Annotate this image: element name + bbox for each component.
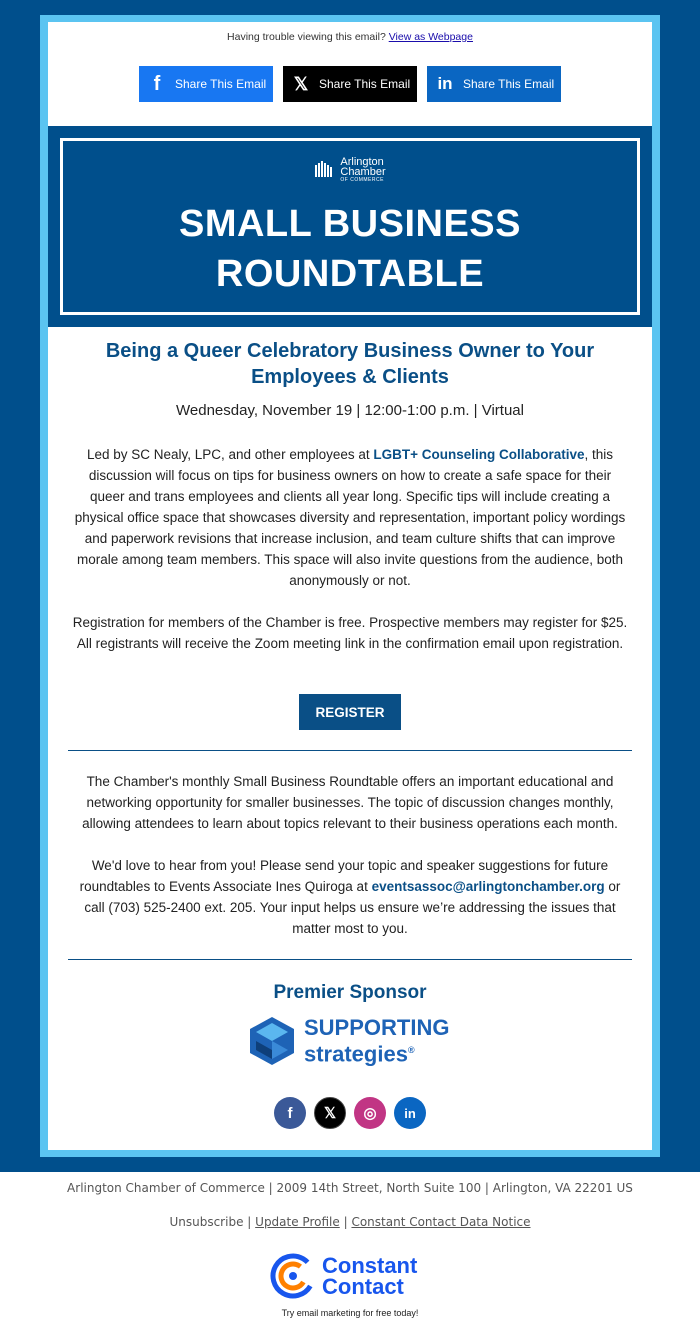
separator: | [343,1215,348,1229]
separator: | [247,1215,252,1229]
trouble-viewing-bar [48,31,652,43]
share-linkedin-button[interactable] [427,66,561,102]
sponsor-name-line-2 [304,1039,449,1065]
sponsor-name-line-1: SUPPORTING [304,1014,450,1040]
sponsor-name [304,1014,450,1067]
banner-title-line-2: ROUNDTABLE [215,253,485,295]
registration-info: Registration for members of the Chamber is free. Prospective members may register for $25. All registrants will receive the Zoom meeting link in the confirmation email upon registration. [72,615,628,651]
email-card [48,22,652,1150]
data-notice-link[interactable]: Constant Contact Data Notice [351,1215,531,1229]
logo-line-1: Arlington [340,156,384,168]
facebook-icon: f [153,72,161,95]
event-datetime: Wednesday, November 19 | 12:00-1:00 p.m. | Virtual [176,402,524,419]
share-buttons [48,66,652,102]
x-icon: 𝕏 [293,73,309,94]
logo-line-2: Chamber [340,166,386,178]
constant-contact-wordmark [322,1255,417,1297]
social-links [48,1097,652,1129]
constant-contact-logo[interactable] [270,1252,432,1300]
instagram-icon[interactable]: ◎ [354,1097,386,1129]
event-title: Being a Queer Celebratory Business Owner to Your Employees & Clients [105,340,595,388]
chamber-logo [63,157,637,183]
cc-line-1: Constant [322,1253,418,1278]
chamber-logo-icon [314,159,336,181]
share-label: Share This Email [463,77,555,91]
share-x-button[interactable] [283,66,417,102]
logo-line-3: OF COMMERCE [340,177,384,183]
footer-links [0,1215,700,1229]
cc-line-2: Contact [322,1274,404,1299]
organization-link[interactable]: LGBT+ Counseling Collaborative [373,447,585,462]
sponsor-heading: Premier Sponsor [273,982,427,1003]
desc-text-after: , this discussion will focus on tips for business owners on how to create a safe space for their queer and trans employees and clients all year long. Specific tips will include creating a physical office space that showcases diversity and representation, important policy wordings and paperwork revisions that increase inclusion, and team culture shifts that can improve morale among team members. This space will also invite questions from the audience, both anonymously or not. [74,447,626,588]
divider [68,750,632,751]
unsubscribe-link[interactable]: Unsubscribe [169,1215,244,1229]
footer-address: Arlington Chamber of Commerce | 2009 14th Street, North Suite 100 | Arlington, VA 22201 US [67,1181,633,1195]
constant-contact-logo-icon [270,1253,316,1299]
feedback-text-before: We'd love to hear from you! Please send your topic and speaker suggestions for future roundtables to Events Associate Ines Quiroga at [79,858,609,894]
feedback-text-after: or call (703) 525-2400 ext. 205. Your input helps us ensure we’re addressing the issues that matter most to you. [84,879,621,936]
sponsor-logo[interactable] [248,1014,458,1068]
feedback-text [70,855,630,939]
event-description [70,444,630,591]
facebook-icon[interactable]: f [274,1097,306,1129]
about-roundtable-text: The Chamber's monthly Small Business Roundtable offers an important educational and networking opportunity for smaller businesses. The topic of discussion changes monthly, allowing attendees to learn about topics relevant to their business operations each month. [82,774,618,831]
divider [68,959,632,960]
banner-title-line-1: SMALL BUSINESS [178,203,521,245]
update-profile-link[interactable]: Update Profile [255,1215,340,1229]
event-banner [48,126,652,327]
share-label: Share This Email [319,77,411,91]
banner-border [60,138,640,315]
email-frame [40,15,660,1157]
supporting-strategies-logo-icon [248,1015,296,1067]
trouble-text: Having trouble viewing this email? [227,31,386,43]
events-email-link[interactable]: eventsassoc@arlingtonchamber.org [371,879,605,894]
share-facebook-button[interactable] [139,66,273,102]
desc-text-before: Led by SC Nealy, LPC, and other employees at [86,447,374,462]
banner-title [63,199,637,299]
share-label: Share This Email [175,77,267,91]
constant-contact-tagline[interactable]: Try email marketing for free today! [281,1308,419,1318]
x-icon[interactable]: 𝕏 [314,1097,346,1129]
register-button[interactable]: REGISTER [299,694,401,730]
registered-mark: ® [407,1044,415,1055]
linkedin-icon[interactable]: in [394,1097,426,1129]
chamber-logo-text [340,157,385,183]
sponsor-name-line-2-text: strategies [304,1041,408,1067]
linkedin-icon: in [437,74,453,93]
view-as-webpage-link[interactable]: View as Webpage [388,31,473,43]
